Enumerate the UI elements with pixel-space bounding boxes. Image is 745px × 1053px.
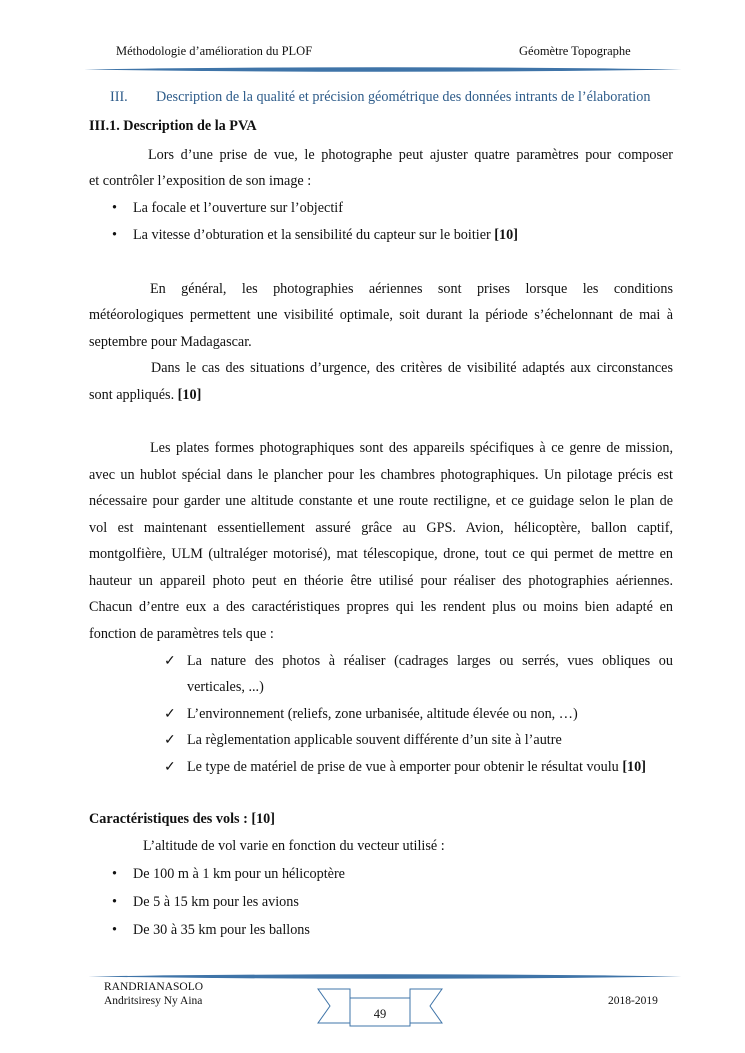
- p4-line-4: vol est maintenant essentiellement assuré grâce au GPS. Avion, hélicoptère, ballon captif,: [89, 520, 673, 536]
- p4-line-8: fonction de paramètres tels que :: [89, 626, 274, 642]
- footer-author-line-2: Andritsiresy Ny Aina: [104, 995, 203, 1007]
- bullet-text: La vitesse d’obturation et la sensibilité du capteur sur le boitier: [133, 227, 495, 243]
- p2-line-1: En général, les photographies aériennes sont prises lorsque les conditions: [150, 281, 673, 297]
- p4-line-6: hauteur un appareil photo peut en théorie être utilisé pour réaliser des photographies aériennes.: [89, 573, 673, 589]
- bullet-text: La focale et l’ouverture sur l’objectif: [133, 200, 343, 216]
- p1-line-1: Lors d’une prise de vue, le photographe peut ajuster quatre paramètres pour composer: [148, 147, 673, 163]
- header-right: Géomètre Topographe: [519, 44, 631, 58]
- bullet-dot-icon: •: [112, 200, 117, 216]
- check-item: [164, 758, 673, 776]
- bullet-dot-icon: •: [112, 866, 117, 882]
- vols-item-text: De 5 à 15 km pour les avions: [133, 894, 299, 910]
- check-text-cont: verticales, ...): [187, 679, 264, 695]
- check-item: [164, 731, 673, 749]
- p3-line-2: [89, 386, 673, 404]
- bullet-dot-icon: •: [112, 894, 117, 910]
- footer-rule: [88, 973, 682, 980]
- vols-item-text: De 100 m à 1 km pour un hélicoptère: [133, 866, 345, 882]
- vols-intro: L’altitude de vol varie en fonction du vecteur utilisé :: [143, 838, 445, 854]
- footer-year: 2018-2019: [608, 995, 658, 1007]
- p3-ref: [10]: [177, 387, 202, 403]
- bullet-ref: [10]: [494, 227, 518, 243]
- section-number: III.: [110, 89, 128, 105]
- p4-line-3: nécessaire pour garder une altitude constante et une route rectiligne, et ce guidage selon le plan de: [89, 493, 673, 509]
- bullet-dot-icon: •: [112, 227, 117, 243]
- footer-author-line-1: RANDRIANASOLO: [104, 981, 204, 993]
- section-title: [110, 89, 650, 106]
- check-item: [164, 705, 673, 723]
- checkmark-icon: ✓: [164, 706, 176, 722]
- p2-line-2: météorologiques permettent une visibilité optimale, soit durant la période s’échelonnant de mai à: [89, 307, 673, 323]
- check-text: Le type de matériel de prise de vue à emporter pour obtenir le résultat voulu: [187, 759, 623, 775]
- vols-item-text: De 30 à 35 km pour les ballons: [133, 922, 310, 938]
- p3-line-2-text: sont appliqués.: [89, 387, 178, 403]
- header-rule: [84, 66, 682, 73]
- subsection-heading: III.1. Description de la PVA: [89, 118, 257, 134]
- page-number: 49: [373, 1007, 387, 1021]
- check-ref: [10]: [622, 759, 646, 775]
- check-text: L’environnement (reliefs, zone urbanisée, altitude élevée ou non, …): [187, 706, 578, 722]
- check-text: La nature des photos à réaliser (cadrages larges ou serrés, vues obliques ou: [187, 653, 673, 669]
- p1-line-2: et contrôler l’exposition de son image :: [89, 173, 312, 189]
- bullet-dot-icon: •: [112, 922, 117, 938]
- section-title-text: Description de la qualité et précision géométrique des données intrants de l’élaboration: [156, 89, 651, 105]
- p2-line-3: septembre pour Madagascar.: [89, 334, 252, 350]
- header-left: Méthodologie d’amélioration du PLOF: [116, 44, 313, 58]
- vols-heading: Caractéristiques des vols : [10]: [89, 811, 275, 827]
- p3-line-1: Dans le cas des situations d’urgence, des critères de visibilité adaptés aux circonstances: [151, 360, 673, 376]
- checkmark-icon: ✓: [164, 653, 176, 669]
- checkmark-icon: ✓: [164, 759, 176, 775]
- check-item: [164, 652, 673, 670]
- p4-line-7: Chacun d’entre eux a des caractéristiques propres qui les rendent plus ou moins bien adapté en: [89, 599, 673, 615]
- p4-line-2: avec un hublot spécial dans le plancher pour les chambres photographiques. Un pilotage précis est: [89, 467, 673, 483]
- p4-line-1: Les plates formes photographiques sont des appareils spécifiques à ce genre de mission,: [150, 440, 673, 456]
- checkmark-icon: ✓: [164, 732, 176, 748]
- check-text: La règlementation applicable souvent différente d’un site à l’autre: [187, 732, 562, 748]
- p4-line-5: montgolfière, ULM (ultraléger motorisé), mat télescopique, drone, tout ce qui permet de mettre en: [89, 546, 673, 562]
